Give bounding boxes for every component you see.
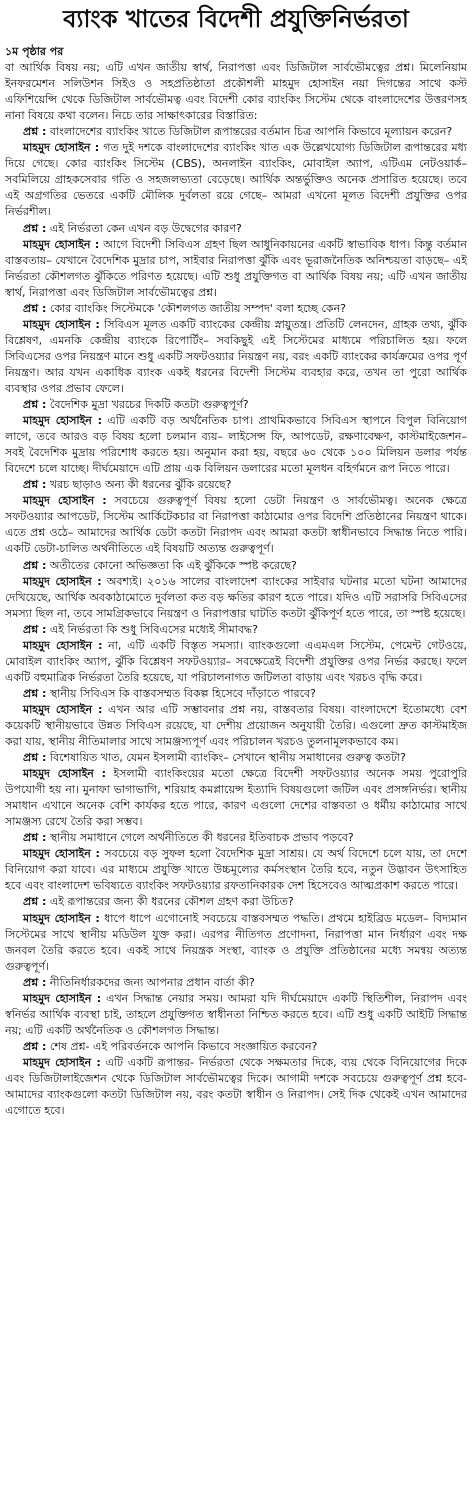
answer-text: এটি একটি বড় অর্থনৈতিক চাপ। প্রাথমিকভাবে সিবিএস স্থাপনে বিপুল বিনিয়োগ লাগে, তবে আরও বড় বিষয় হলো চলমান ব্যয়– লাইসেন্স ফি, আপডেট, রক্ষণাবেক্ষণ, কাস্টমাইজেশন– সবই বৈদেশিক মুদ্রায় পরিশোধ করতে হয়। অনুমান করা হয়, বছরে ৬০ থেকে ১০০ মিলিয়ন ডলার পর্যন্ত বিদেশে চলে যাচ্ছে। দীর্ঘমেয়াদে এটি প্রায় এক বিলিয়ন ডলারের মতো মূলধন বহির্গমনে রূপ নিতে পারে। — [5, 414, 467, 476]
interview-answer — [5, 493, 467, 557]
article-intro: বা আর্থিক বিষয় নয়; এটি এখন জাতীয় স্বার্থ, নিরাপত্তা এবং ডিজিটাল সার্বভৌমত্বের প্রশ্ন। মিলেনিয়াম ইনফরমেশন সলিউশন সিইও ও সহপ্রতিষ্ঠাতা প্রকৌশলী মাহমুদ হোসাইন নয়া দিগন্তের সাথে কস্ট এফিশিয়েন্সি থেকে ডিজিটাল সার্বভৌমত্ব এবং বিদেশী কোর ব্যাংকিং সিস্টেম থেকে বাংলাদেশের উত্তরণসহ নানা বিষয়ে কথা বলেন। নিচে তার সাক্ষাৎকারের বিস্তারিত: — [5, 61, 467, 123]
answer-text: আগে বিদেশী সিবিএস গ্রহণ ছিল আধুনিকায়নের একটি স্বাভাবিক ধাপ। কিন্তু বর্তমান বাস্তবতায়– যেখানে বৈদেশিক মুদ্রার চাপ, সাইবার নিরাপত্তা ঝুঁকি এবং ভূরাজনৈতিক অনিশ্চয়তা বাড়ছে– এই নির্ভরতা কৌশলগত ঝুঁকিতে পরিণত হয়েছে। এটি শুধু প্রযুক্তিগত বা আর্থিক বিষয় নয়; এটি এখন জাতীয় স্বার্থ, নিরাপত্তা এবং ডিজিটাল সার্বভৌমত্বের প্রশ্ন। — [5, 237, 467, 299]
continued-from-page-label: ১ম পৃষ্ঠার পর — [5, 45, 64, 58]
question-marker: প্রশ্ন : — [23, 1039, 47, 1053]
interview-question — [5, 830, 467, 846]
question-marker: প্রশ্ন : — [23, 558, 47, 572]
interview-answer — [5, 911, 467, 975]
speaker-name: মাহমুদ হোসাইন : — [23, 911, 100, 925]
speaker-name: মাহমুদ হোসাইন : — [23, 702, 103, 716]
speaker-name: মাহমুদ হোসাইন : — [23, 141, 100, 155]
interview-answer — [5, 317, 467, 397]
question-marker: প্রশ্ন : — [23, 686, 47, 700]
question-marker: প্রশ্ন : — [23, 622, 47, 636]
question-marker: প্রশ্ন : — [23, 751, 47, 765]
answer-text: এখন সিদ্ধান্ত নেয়ার সময়। আমরা যদি দীর্ঘমেয়াদে একটি স্থিতিশীল, নিরাপদ এবং স্বনির্ভর আর্থিক ব্যবস্থা চাই, তাহলে প্রযুক্তিগত স্বাধীনতা নিশ্চিত করতে হবে। এটি শুধু একটি আইটি সিদ্ধান্ত নয়; এটি একটি অর্থনৈতিক ও কৌশলগত সিদ্ধান্ত। — [5, 991, 467, 1037]
speaker-name: মাহমুদ হোসাইন : — [23, 847, 100, 861]
interview-answer — [5, 846, 467, 894]
answer-text: গত দুই দশকে বাংলাদেশের ব্যাংকিং খাত এক উল্লেখযোগ্য ডিজিটাল রূপান্তরের মধ্য দিয়ে গেছে। কোর ব্যাংকিং সিস্টেম (CBS), অনলাইন ব্যাংকিং, মোবাইল অ্যাপ, এটিএম নেটওয়ার্ক– সবমিলিয়ে গ্রাহকসেবার গতি ও সহজলভ্যতা বেড়েছে। আর্থিক অন্তর্ভুক্তিও অনেক প্রসারিত হয়েছে। তবে এই অগ্রগতির ভেতরে একটি মৌলিক দুর্বলতা রয়ে গেছে– আমরা এখনো মূলত বিদেশী প্রযুক্তির ওপর নির্ভরশীল। — [5, 141, 467, 219]
speaker-name: মাহমুদ হোসাইন : — [23, 494, 107, 508]
interview-qa-list — [5, 124, 467, 1119]
article-body — [5, 44, 467, 1510]
question-text: অতীতের কোনো অভিজ্ঞতা কি এই ঝুঁকিকে স্পষ্ট করেছে? — [46, 558, 297, 572]
speaker-name: মাহমুদ হোসাইন : — [23, 414, 102, 428]
question-text: নীতিনির্ধারকদের জন্য আপনার প্রধান বার্তা কী? — [46, 975, 255, 989]
question-text: স্থানীয় সিবিএস কি বাস্তবসম্মত বিকল্প হিসেবে দাঁড়াতে পারবে? — [46, 686, 316, 700]
question-marker: প্রশ্ন : — [23, 221, 47, 235]
interview-question — [5, 975, 467, 991]
answer-text: এখন আর এটি সম্ভাবনার প্রশ্ন নয়, বাস্তবতার বিষয়। বাংলাদেশে ইতোমধ্যে বেশ কয়েকটি স্থানীয়ভাবে উন্নত সিবিএস রয়েছে, যা দেশীয় প্রয়োজন অনুযায়ী তৈরি। এগুলো দ্রুত কাস্টমাইজ করা যায়, স্থানীয় নীতিমালার সাথে সামঞ্জস্যপূর্ণ এবং পরিচালন খরচও তুলনামূলকভাবে কম। — [5, 702, 467, 749]
question-marker: প্রশ্ন : — [23, 398, 47, 412]
interview-answer — [5, 991, 467, 1039]
answer-text: ধাপে ধাপে এগোনোই সবচেয়ে বাস্তবসম্মত পদ্ধতি। প্রথমে হাইব্রিড মডেল– বিদ্যমান সিস্টেমের সাথে স্থানীয় মডিউল যুক্ত করা। এরপর নীতিগত প্রণোদনা, নিরাপত্তা মান নির্ধারণ এবং দক্ষ জনবল তৈরি করতে হবে। একই সাথে নিয়ন্ত্রক সংস্থা, ব্যাংক ও প্রযুক্তি প্রতিষ্ঠানের মধ্যে সমন্বয় অত্যন্ত গুরুত্বপূর্ণ। — [5, 911, 467, 973]
question-text: খরচ ছাড়াও অন্য কী ধরনের ঝুঁকি রয়েছে? — [46, 478, 232, 492]
question-marker: প্রশ্ন : — [23, 975, 47, 989]
speaker-name: মাহমুদ হোসাইন : — [23, 991, 102, 1005]
speaker-name: মাহমুদ হোসাইন : — [23, 1055, 101, 1069]
answer-text: না, এটি একটি বিস্তৃত সমস্যা। ব্যাংকগুলো এএমএল সিস্টেম, পেমেন্ট গেটওয়ে, মোবাইল ব্যাংকিং অ্যাপ, ঝুঁকি বিশ্লেষণ সফটওয়্যার– সবক্ষেত্রেই বিদেশী প্রযুক্তির ওপর নির্ভর করছে। ফলে একটি বহুমাত্রিক নির্ভরতা তৈরি হয়েছে, যা পরিচালনাগত জটিলতা বাড়ায় এবং খরচও বৃদ্ধি করে। — [5, 638, 467, 684]
speaker-name: মাহমুদ হোসাইন : — [23, 767, 106, 781]
interview-answer — [5, 1055, 467, 1119]
question-text: এই নির্ভরতা কি শুধু সিবিএসের মধ্যেই সীমাবদ্ধ? — [46, 622, 258, 636]
answer-text: সবচেয়ে বড় সুফল হলো বৈদেশিক মুদ্রা সাশ্রয়। যে অর্থ বিদেশে চলে যায়, তা দেশে বিনিয়োগ করা যাবে। এর মাধ্যমে প্রযুক্তি খাতে উচ্চমূল্যের কর্মসংস্থান তৈরি হবে, নতুন উদ্ভাবন উৎসাহিত হবে এবং বাংলাদেশ ভবিষ্যতে ব্যাংকিং সফটওয়্যার রফতানিকারক দেশ হিসেবেও আত্মপ্রকাশ করতে পারে। — [5, 847, 467, 893]
question-text: বিশেষায়িত খাত, যেমন ইসলামী ব্যাংকিং– সেখানে স্থানীয় সমাধানের গুরুত্ব কতটা? — [46, 751, 406, 765]
article-headline: ব্যাংক খাতের বিদেশী প্রযুক্তিনির্ভরতা — [63, 5, 409, 33]
question-text: বাংলাদেশের ব্যাংকিং খাতে ডিজিটাল রূপান্তরের বর্তমান চিত্র আপনি কিভাবে মূল্যায়ন করেন? — [46, 125, 453, 139]
question-text: এই নির্ভরতা কেন এখন বড় উদ্বেগের কারণ? — [46, 221, 242, 235]
interview-question — [5, 221, 467, 237]
interview-question — [5, 686, 467, 702]
interview-question — [5, 477, 467, 493]
interview-question — [5, 1039, 467, 1055]
interview-answer — [5, 574, 467, 622]
interview-answer — [5, 766, 467, 830]
question-text: স্থানীয় সমাধানে গেলে অর্থনীতিতে কী ধরনের ইতিবাচক প্রভাব পড়বে? — [46, 831, 354, 845]
interview-question — [5, 301, 467, 317]
interview-question — [5, 397, 467, 413]
interview-question — [5, 894, 467, 910]
speaker-name: মাহমুদ হোসাইন : — [23, 574, 102, 588]
question-marker: প্রশ্ন : — [23, 478, 47, 492]
interview-answer — [5, 702, 467, 750]
question-text: এই রূপান্তরের জন্য কী ধরনের কৌশল গ্রহণ করা উচিত? — [46, 895, 294, 909]
interview-question — [5, 750, 467, 766]
interview-answer — [5, 140, 467, 220]
question-marker: প্রশ্ন : — [23, 895, 47, 909]
interview-answer — [5, 638, 467, 686]
speaker-name: মাহমুদ হোসাইন : — [23, 317, 100, 331]
question-text: বৈদেশিক মুদ্রা খরচের দিকটি কতটা গুরুত্বপূর্ণ? — [46, 398, 249, 412]
interview-question — [5, 558, 467, 574]
answer-text: ইসলামী ব্যাংকিংয়ের মতো ক্ষেত্রে বিদেশী সফটওয়্যার অনেক সময় পুরোপুরি উপযোগী হয় না। মুনাফা ভাগাভাগি, শরিয়াহ কমপ্লায়েন্স ইত্যাদি বিষয়গুলো জটিল এবং প্রসঙ্গনির্ভর। স্থানীয় সমাধান এখানে অনেক বেশি কার্যকর হতে পারে, কারণ এগুলো দেশের বাস্তবতা ও ধর্মীয় কাঠামোর সাথে সামঞ্জস্য রেখে তৈরি করা সম্ভব। — [5, 767, 467, 829]
speaker-name: মাহমুদ হোসাইন : — [23, 638, 103, 652]
speaker-name: মাহমুদ হোসাইন : — [23, 237, 100, 251]
interview-question — [5, 622, 467, 638]
answer-text: অবশ্যই। ২০১৬ সালের বাংলাদেশ ব্যাংকের সাইবার ঘটনার মতো ঘটনা আমাদের দেখিয়েছে, আর্থিক অবকাঠামোতে দুর্বলতা কত বড় ক্ষতির কারণ হতে পারে। যদিও এটি সরাসরি সিবিএসের সমস্যা ছিল না, তবে সামগ্রিকভাবে নিয়ন্ত্রণ ও নিরাপত্তার ঘাটতি কতটা ঝুঁকিপূর্ণ হতে পারে, তা স্পষ্ট হয়েছে। — [5, 574, 467, 620]
answer-text: সবচেয়ে গুরুত্বপূর্ণ বিষয় হলো ডেটা নিয়ন্ত্রণ ও সার্বভৌমত্ব। অনেক ক্ষেত্রে সফটওয়্যার আপডেট, সিস্টেম আর্কিটেকচার বা নিরাপত্তা কাঠামোর ওপর বিদেশি প্রতিষ্ঠানের নিয়ন্ত্রণ থাকে। এতে প্রশ্ন ওঠে– আমাদের আর্থিক ডেটা কতটা নিরাপদ এবং আমরা কতটা স্বাধীনভাবে সিদ্ধান্ত নিতে পারি। একটি ডেটা-চালিত অর্থনীতিতে এই বিষয়টি অত্যন্ত গুরুত্বপূর্ণ। — [5, 494, 467, 556]
question-text: কোর ব্যাংকিং সিস্টেমকে 'কৌশলগত জাতীয় সম্পদ' বলা হচ্ছে কেন? — [46, 301, 347, 315]
answer-text: সিবিএস মূলত একটি ব্যাংকের কেন্দ্রীয় স্নায়ুতন্ত্র। প্রতিটি লেনদেন, গ্রাহক তথ্য, ঝুঁকি বিশ্লেষণ, এমনকি কেন্দ্রীয় ব্যাংকে রিপোর্টিং– সবকিছুই এই সিস্টেমের মাধ্যমে পরিচালিত হয়। ফলে সিবিএসের ওপর নিয়ন্ত্রণ মানে শুধু একটি সফটওয়্যার নিয়ন্ত্রণ নয়, বরং একটি ব্যাংকের কার্যক্রমের ওপর পূর্ণ নিয়ন্ত্রণ। আর যখন একাধিক ব্যাংক একই ধরনের বিদেশী সিস্টেম ব্যবহার করে, তখন তা পুরো আর্থিক ব্যবস্থার ওপর প্রভাব ফেলে। — [5, 317, 467, 395]
interview-question — [5, 124, 467, 140]
question-text: শেষ প্রশ্ন- এই পরিবর্তনকে আপনি কিভাবে সংজ্ঞায়িত করবেন? — [46, 1039, 318, 1053]
interview-answer — [5, 237, 467, 301]
question-marker: প্রশ্ন : — [23, 831, 47, 845]
answer-text: এটি একটি রূপান্তর- নির্ভরতা থেকে সক্ষমতার দিকে, ব্যয় থেকে বিনিয়োগের দিকে এবং ডিজিটালাইজেশন থেকে ডিজিটাল সার্বভৌমত্বের দিকে। আগামী দশকে সবচেয়ে গুরুত্বপূর্ণ প্রশ্ন হবে- আমাদের ব্যাংকগুলো কতটা ডিজিটাল নয়, বরং কতটা স্বাধীন ও নিরাপদ। সেই দিক থেকেই এখন আমাদের এগোতে হবে। — [5, 1055, 467, 1118]
question-marker: প্রশ্ন : — [23, 125, 47, 139]
interview-answer — [5, 413, 467, 477]
question-marker: প্রশ্ন : — [23, 301, 47, 315]
